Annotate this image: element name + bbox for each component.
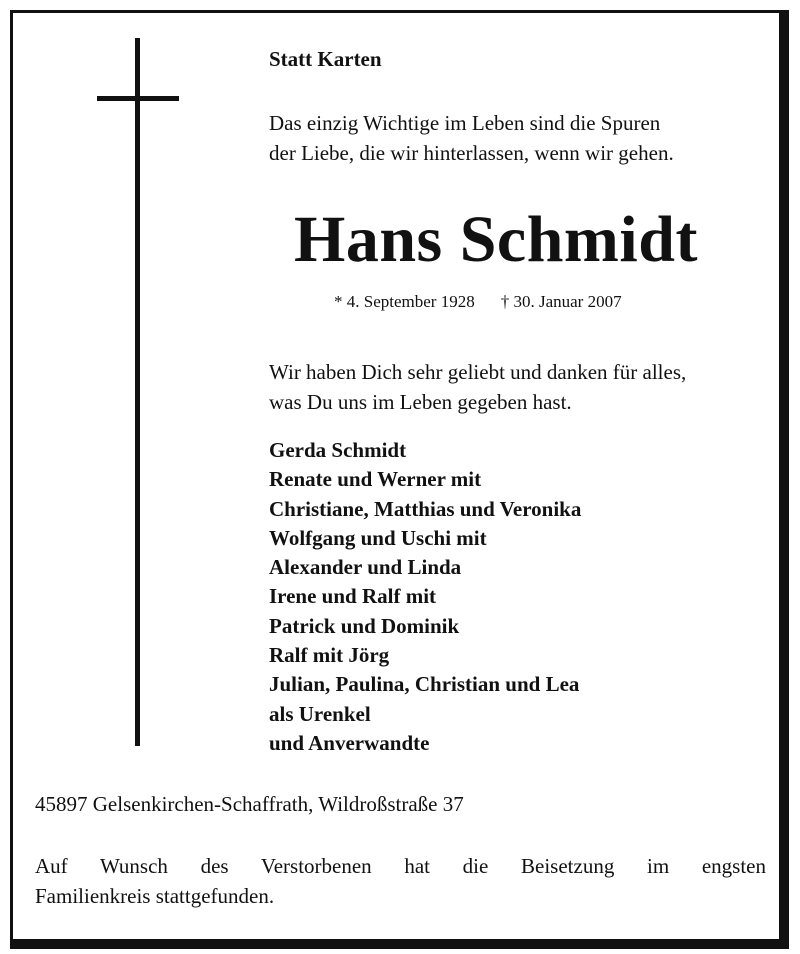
mourner-line: Julian, Paulina, Christian und Lea (269, 672, 580, 697)
mourner-line: Patrick und Dominik (269, 613, 460, 638)
mourner-line: Renate und Werner mit (269, 467, 482, 492)
mourner-line: Gerda Schmidt (269, 438, 407, 462)
thanks-text (269, 357, 686, 417)
note-line: Auf Wunsch des Verstorbenen hat die Beisetzung im engsten (35, 854, 766, 878)
note-line: Familienkreis stattgefunden. (35, 884, 275, 908)
mourners-list (269, 436, 581, 758)
cross-bar (97, 96, 179, 101)
quote-line: Das einzig Wichtige im Leben sind die Spuren (269, 111, 661, 135)
mourner-line: Wolfgang und Uschi mit (269, 525, 487, 550)
life-dates (334, 290, 622, 314)
cross-icon (135, 38, 140, 746)
mourner-line: Christiane, Matthias und Veronika (269, 496, 582, 521)
mourner-line: und Anverwandte (269, 730, 430, 755)
mourner-line: Ralf mit Jörg (269, 643, 390, 668)
mourner-line: als Urenkel (269, 701, 371, 726)
quote (269, 108, 674, 168)
mourner-line: Irene und Ralf mit (269, 584, 437, 609)
thanks-line: Wir haben Dich sehr geliebt und danken für alles, (269, 360, 687, 384)
notice-heading: Statt Karten (269, 47, 382, 71)
birth-date: * 4. September 1928 (334, 292, 475, 311)
funeral-note (35, 851, 766, 911)
quote-line: der Liebe, die wir hinterlassen, wenn wir gehen. (269, 141, 674, 165)
deceased-name: Hans Schmidt (294, 203, 698, 276)
thanks-line: was Du uns im Leben gegeben hast. (269, 390, 572, 414)
address: 45897 Gelsenkirchen-Schaffrath, Wildroßstraße 37 (35, 792, 464, 816)
death-date: † 30. Januar 2007 (500, 292, 622, 311)
mourner-line: Alexander und Linda (269, 555, 462, 580)
